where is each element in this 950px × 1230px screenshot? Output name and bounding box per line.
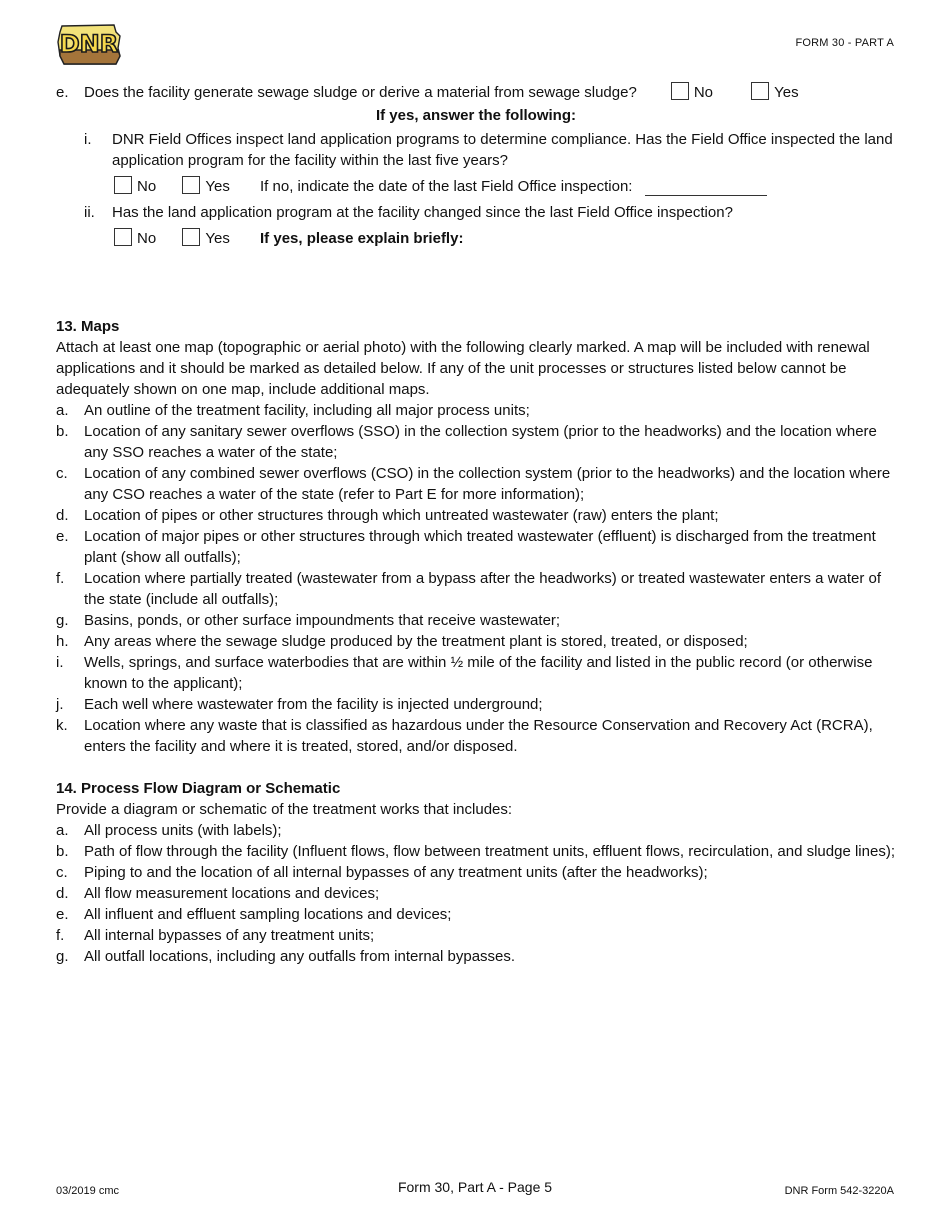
section-13-item-text: Location of any combined sewer overflows (CSO) in the collection system (prior to the headworks) and the location where any CSO reaches a water of the state (refer to Part E for more information); xyxy=(84,465,891,503)
section-13-item-text: Basins, ponds, or other surface impoundments that receive wastewater; xyxy=(84,612,561,629)
sub-ii-options xyxy=(114,228,896,249)
sub-ii-no-checkbox[interactable] xyxy=(114,228,132,246)
section-14-item-label: b. xyxy=(56,843,69,860)
sub-ii-text: Has the land application program at the facility changed since the last Field Office inspection? xyxy=(112,204,733,221)
question-e-yes-label: Yes xyxy=(774,84,799,101)
section-14-item xyxy=(56,883,896,904)
sub-i-yes-label: Yes xyxy=(205,178,230,195)
section-13-item-label: d. xyxy=(56,507,69,524)
section-13-item xyxy=(56,715,896,757)
sub-i-no-option[interactable] xyxy=(114,176,156,197)
section-13-item-text: Location of major pipes or other structures through which treated wastewater (effluent) is discharged from the treatment plant (show all outfalls); xyxy=(84,528,876,566)
sub-ii-yes-label: Yes xyxy=(205,230,230,247)
section-13-item xyxy=(56,421,896,463)
sub-i-note: If no, indicate the date of the last Field Office inspection: xyxy=(260,178,633,195)
section-13-item-text: Each well where wastewater from the facility is injected underground; xyxy=(84,696,543,713)
section-14-item-text: Path of flow through the facility (Influent flows, flow between treatment units, effluent flows, recirculation, and sludge lines); xyxy=(84,843,895,860)
section-14-item-text: All outfall locations, including any outfalls from internal bypasses. xyxy=(84,948,516,965)
section-14-item-label: a. xyxy=(56,822,69,839)
question-e-no-label: No xyxy=(693,84,713,101)
question-e-yes-checkbox[interactable] xyxy=(751,82,769,100)
follow-up-heading: If yes, answer the following: xyxy=(375,107,577,124)
section-13-item-text: Wells, springs, and surface waterbodies that are within ½ mile of the facility and listed in the public record (or otherwise known to the applicant); xyxy=(84,654,873,692)
section-14-item-text: Piping to and the location of all internal bypasses of any treatment units (after the headworks); xyxy=(84,864,708,881)
section-13-item-label: k. xyxy=(56,717,68,734)
section-14-item-label: e. xyxy=(56,906,69,923)
section-14-item-text: All internal bypasses of any treatment units; xyxy=(84,927,375,944)
svg-text:DNR: DNR xyxy=(59,30,119,58)
section-13-item-text: Location where any waste that is classified as hazardous under the Resource Conservation and Recovery Act (RCRA), enters the facility and where it is treated, stored, and/or disposed. xyxy=(84,717,873,755)
section-14-item-label: c. xyxy=(56,864,68,881)
sub-i-options xyxy=(114,176,896,197)
question-e xyxy=(56,82,896,103)
section-13-item xyxy=(56,463,896,505)
section-13-item xyxy=(56,652,896,694)
footer-form-number: DNR Form 542-3220A xyxy=(784,1185,894,1197)
section-13-item-label: a. xyxy=(56,402,69,419)
footer-date-code: 03/2019 cmc xyxy=(56,1185,119,1197)
section-13-item-label: j. xyxy=(56,696,64,713)
section-14-item xyxy=(56,904,896,925)
section-14-item-label: f. xyxy=(56,927,65,944)
section-13-item xyxy=(56,568,896,610)
dnr-logo xyxy=(56,22,122,66)
sub-ii-no-label: No xyxy=(137,230,157,247)
sub-i-label: i. xyxy=(84,131,92,148)
section-14-item-text: All influent and effluent sampling locations and devices; xyxy=(84,906,452,923)
section-13-item xyxy=(56,400,896,421)
section-13-item-text: An outline of the treatment facility, including all major process units; xyxy=(84,402,530,419)
section-13-item-label: h. xyxy=(56,633,69,650)
form-id: FORM 30 - PART A xyxy=(795,37,894,49)
section-13-item-text: Location of pipes or other structures through which untreated wastewater (raw) enters the plant; xyxy=(84,507,719,524)
section-13-item-label: g. xyxy=(56,612,69,629)
inspection-date-field[interactable] xyxy=(645,180,767,196)
footer-page-label: Form 30, Part A - Page 5 xyxy=(397,1179,553,1195)
section-14-list xyxy=(56,820,896,967)
sub-ii-yes-option[interactable] xyxy=(182,228,229,249)
section-13-item-label: b. xyxy=(56,423,69,440)
sub-i-no-checkbox[interactable] xyxy=(114,176,132,194)
question-e-no-checkbox[interactable] xyxy=(671,82,689,100)
sub-ii-note: If yes, please explain briefly: xyxy=(260,230,464,247)
section-13-item xyxy=(56,610,896,631)
section-14-title: 14. Process Flow Diagram or Schematic xyxy=(56,780,341,797)
sub-i-yes-option[interactable] xyxy=(182,176,229,197)
question-e-i xyxy=(56,129,896,171)
section-13-item-label: e. xyxy=(56,528,69,545)
section-14-item-label: d. xyxy=(56,885,69,902)
section-13-intro: Attach at least one map (topographic or aerial photo) with the following clearly marked. A map will be included with renewal applications and it should be marked as detailed below. If any of the unit processes or structures listed below cannot be adequately shown on one map, include additional maps. xyxy=(56,339,870,398)
sub-i-text: DNR Field Offices inspect land application programs to determine compliance. Has the Field Office inspected the land application program for the facility within the last five years? xyxy=(112,131,893,169)
sub-ii-no-option[interactable] xyxy=(114,228,156,249)
section-14-item xyxy=(56,925,896,946)
question-e-yes-option[interactable] xyxy=(751,82,798,103)
section-14-intro: Provide a diagram or schematic of the treatment works that includes: xyxy=(56,801,513,818)
section-14-item xyxy=(56,841,896,862)
form-content xyxy=(56,82,896,967)
section-14-item xyxy=(56,946,896,967)
sub-ii-label: ii. xyxy=(84,204,95,221)
question-e-ii xyxy=(56,202,896,223)
sub-ii-yes-checkbox[interactable] xyxy=(182,228,200,246)
section-13-item xyxy=(56,505,896,526)
section-13-item-label: c. xyxy=(56,465,68,482)
section-13-list xyxy=(56,400,896,757)
section-13-item-text: Location where partially treated (wastewater from a bypass after the headworks) or treated wastewater enters a water of the state (include all outfalls); xyxy=(84,570,882,608)
section-14-item-label: g. xyxy=(56,948,69,965)
section-13-item xyxy=(56,631,896,652)
section-13-item xyxy=(56,526,896,568)
section-13-item-label: f. xyxy=(56,570,65,587)
section-14-item-text: All flow measurement locations and devices; xyxy=(84,885,380,902)
sub-i-no-label: No xyxy=(137,178,157,195)
section-13-item-text: Any areas where the sewage sludge produced by the treatment plant is stored, treated, or disposed; xyxy=(84,633,748,650)
question-e-label: e. xyxy=(56,84,69,101)
section-14-item-text: All process units (with labels); xyxy=(84,822,282,839)
section-13-item-label: i. xyxy=(56,654,64,671)
section-14-item xyxy=(56,820,896,841)
question-e-options xyxy=(671,82,799,103)
sub-i-yes-checkbox[interactable] xyxy=(182,176,200,194)
question-e-text: Does the facility generate sewage sludge or derive a material from sewage sludge? xyxy=(84,84,637,101)
section-13-title: 13. Maps xyxy=(56,318,120,335)
section-13-item xyxy=(56,694,896,715)
section-13-item-text: Location of any sanitary sewer overflows (SSO) in the collection system (prior to the headworks) and the location where any SSO reaches a water of the state; xyxy=(84,423,877,461)
section-14-item xyxy=(56,862,896,883)
question-e-no-option[interactable] xyxy=(671,82,713,103)
